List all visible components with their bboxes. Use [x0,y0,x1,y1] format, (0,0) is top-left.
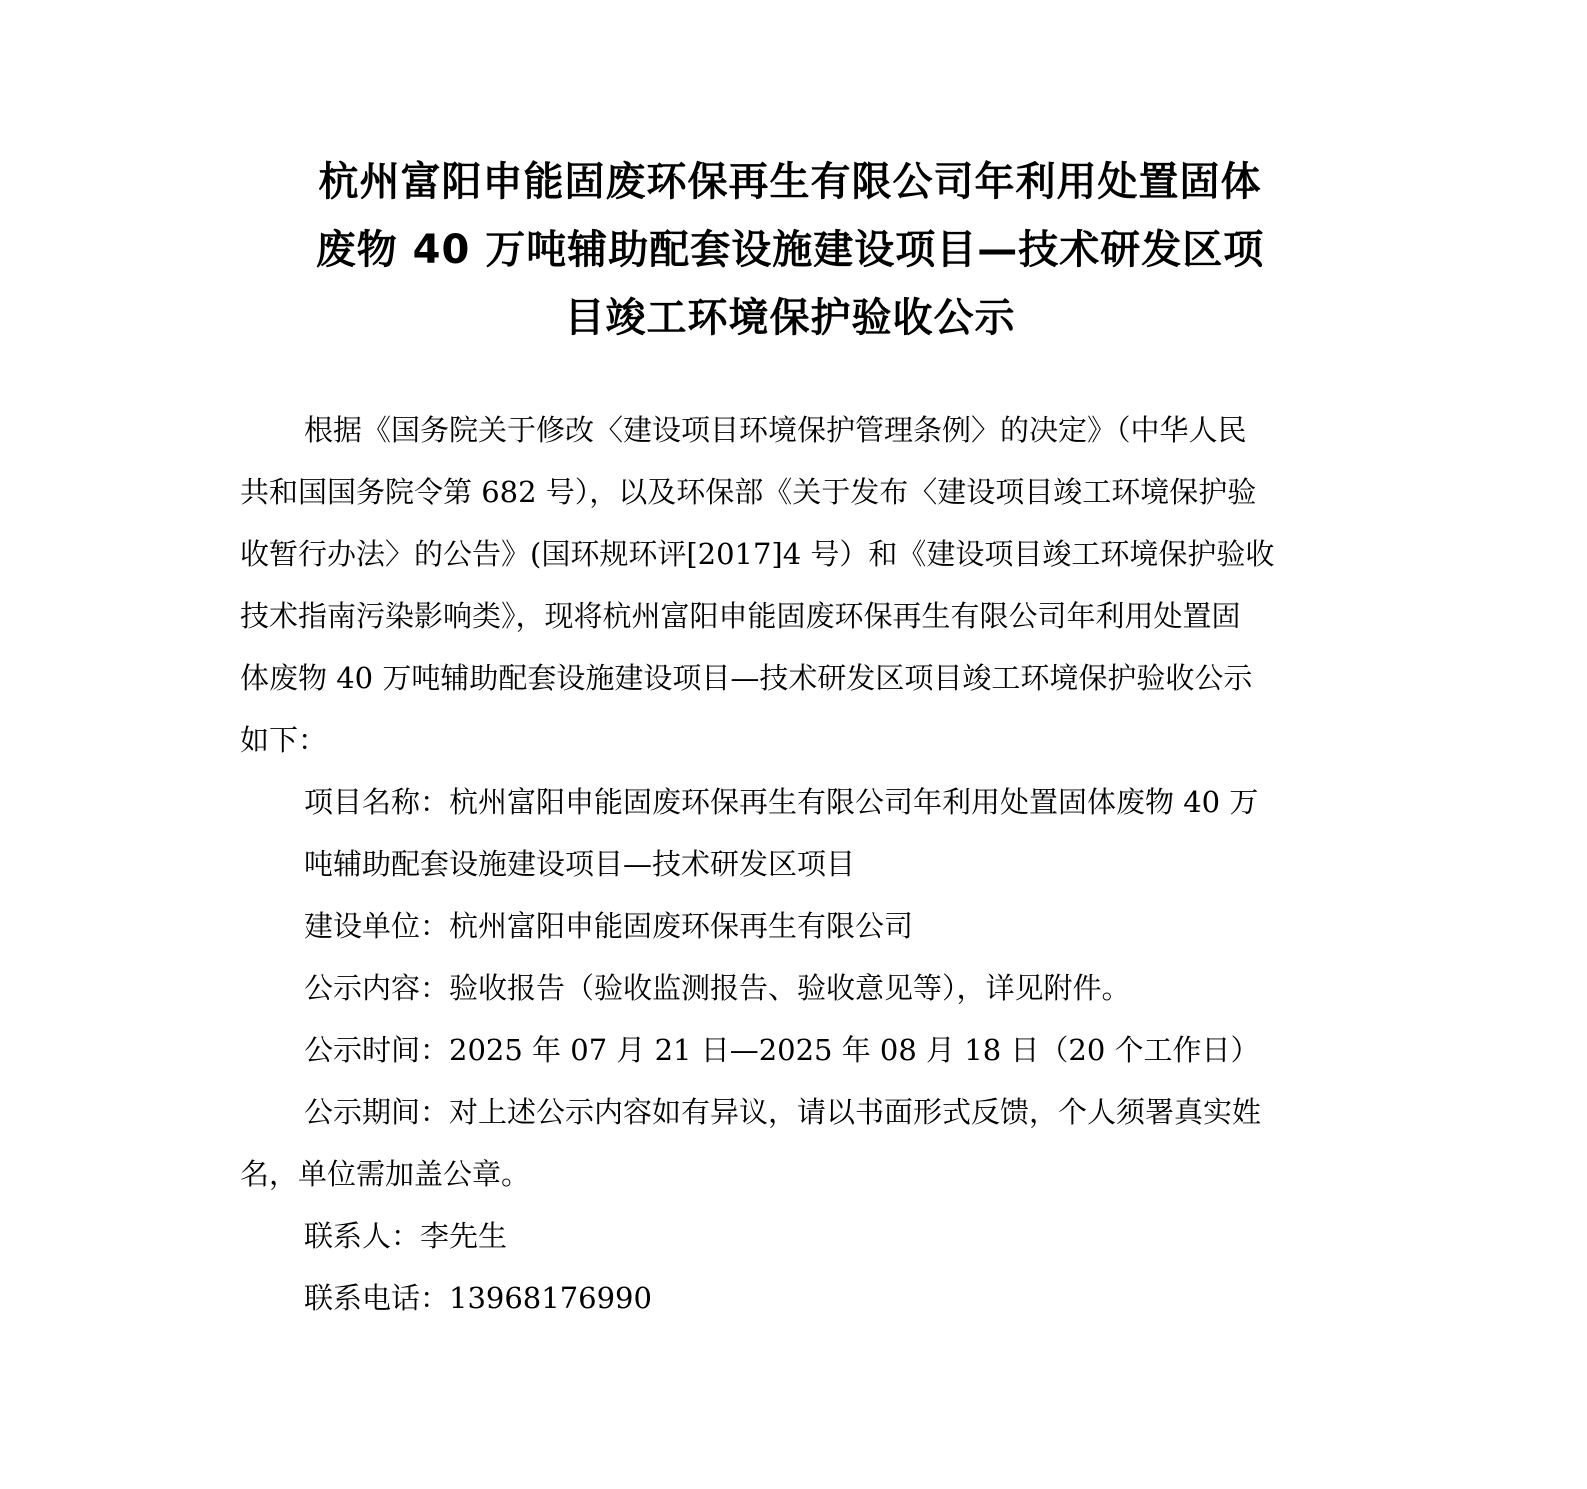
intro-line-1: 根据《国务院关于修改〈建设项目环境保护管理条例〉的决定》（中华人民 [304,413,1247,447]
intro-line-3: 收暂行办法〉的公告》(国环规环评[2017]4 号）和《建设项目竣工环境保护验收 [240,537,1275,571]
objection-line-2: 名，单位需加盖公章。 [240,1157,531,1191]
document-title [240,148,1340,352]
period-line: 公示时间：2025 年 07 月 21 日—2025 年 08 月 18 日（20 个工作日） [304,1033,1260,1067]
title-line-3: 目竣工环境保护验收公示 [564,295,1016,341]
builder-line: 建设单位：杭州富阳申能固废环保再生有限公司 [304,909,914,943]
contact-phone: 联系电话：13968176990 [304,1281,652,1315]
project-name-line-2: 吨辅助配套设施建设项目—技术研发区项目 [304,847,856,881]
intro-line-2: 共和国国务院令第 682 号），以及环保部《关于发布〈建设项目竣工环境保护验 [240,475,1257,509]
intro-line-4: 技术指南污染影响类》，现将杭州富阳申能固废环保再生有限公司年利用处置固 [240,599,1241,633]
content-line: 公示内容：验收报告（验收监测报告、验收意见等），详见附件。 [304,971,1131,1005]
objection-line-1: 公示期间：对上述公示内容如有异议，请以书面形式反馈，个人须署真实姓 [304,1095,1262,1129]
title-line-2: 废物 40 万吨辅助配套设施建设项目—技术研发区项 [315,227,1265,273]
intro-line-5: 体废物 40 万吨辅助配套设施建设项目—技术研发区项目竣工环境保护验收公示 [240,661,1253,695]
contact-person: 联系人：李先生 [304,1219,508,1253]
title-line-1: 杭州富阳申能固废环保再生有限公司年利用处置固体 [318,159,1262,205]
intro-line-6: 如下： [240,723,328,757]
project-name-line-1: 项目名称：杭州富阳申能固废环保再生有限公司年利用处置固体废物 40 万 [304,785,1259,819]
